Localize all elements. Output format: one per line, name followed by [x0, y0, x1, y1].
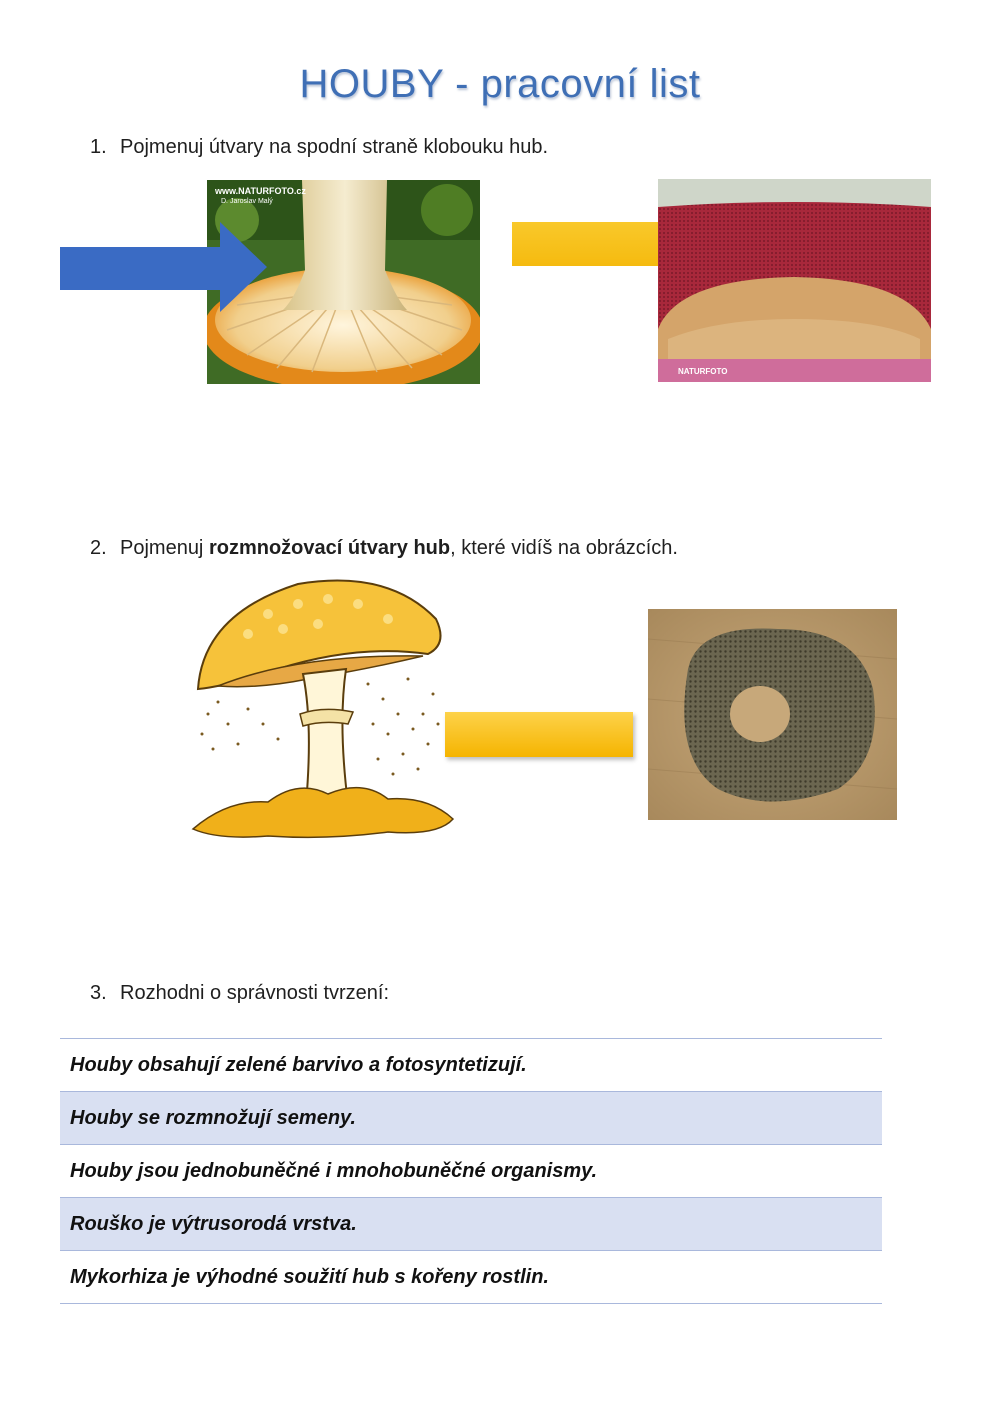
- pores-watermark: NATURFOTO: [678, 367, 728, 376]
- statement-text: Rouško je výtrusorodá vrstva.: [70, 1212, 357, 1235]
- statement-text: Houby jsou jednobuněčné i mnohobuněčné organismy.: [70, 1159, 598, 1182]
- task-1-number: 1.: [90, 136, 107, 158]
- spore-print-photo: [648, 609, 897, 820]
- statement-row[interactable]: [60, 1251, 882, 1304]
- task-2-number: 2.: [90, 537, 107, 559]
- task-1-text: Pojmenuj útvary na spodní straně klobouku hub.: [120, 136, 549, 158]
- statement-text: Mykorhiza je výhodné soužití hub s kořeny rostlin.: [70, 1265, 549, 1288]
- task-2: [90, 537, 678, 560]
- answer-box[interactable]: [445, 712, 633, 757]
- statement-text: Houby obsahují zelené barvivo a fotosyntetizují.: [70, 1053, 527, 1076]
- gills-watermark-author: D. Jaroslav Malý: [221, 198, 273, 205]
- statement-row[interactable]: [60, 1092, 882, 1145]
- statements-table: [60, 1038, 882, 1304]
- mushroom-spores-illustration: [188, 574, 460, 842]
- task-3: [90, 982, 389, 1005]
- statement-text: Houby se rozmnožují semeny.: [70, 1106, 356, 1129]
- task-2-text-bold: rozmnožovací útvary hub: [208, 537, 451, 559]
- statement-row[interactable]: [60, 1039, 882, 1092]
- task-1: [90, 136, 548, 159]
- task-2-text-before: Pojmenuj: [120, 537, 209, 559]
- pores-photo: [658, 179, 931, 382]
- statement-row[interactable]: [60, 1198, 882, 1251]
- statement-row[interactable]: [60, 1145, 882, 1198]
- task-2-text-after: , které vidíš na obrázcích.: [450, 537, 678, 559]
- gills-watermark: www.NATURFOTO.cz: [215, 186, 306, 196]
- task-3-number: 3.: [90, 982, 107, 1004]
- page-title: HOUBY - pracovní list: [299, 62, 701, 106]
- task-3-text: Rozhodni o správnosti tvrzení:: [120, 982, 390, 1004]
- blue-arrow-icon: [60, 222, 270, 312]
